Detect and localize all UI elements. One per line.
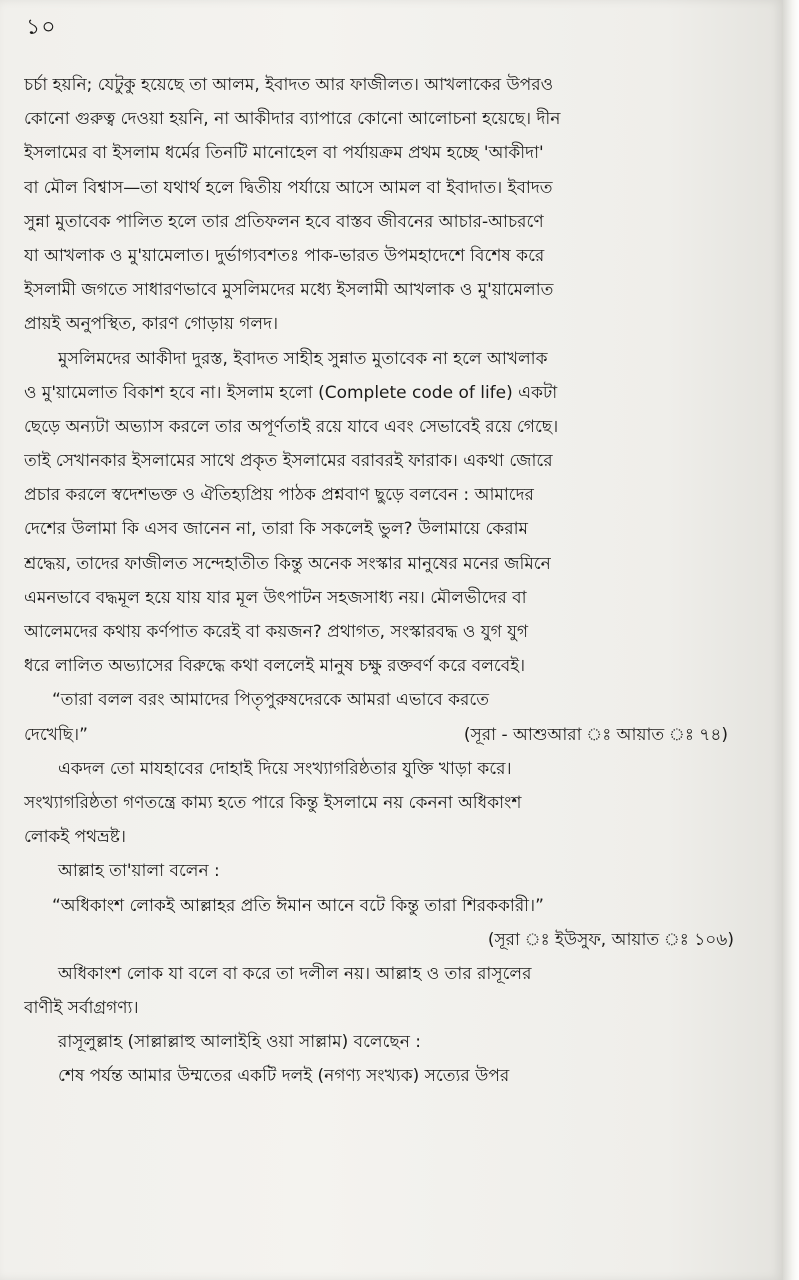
text-line: বা মৌল বিশ্বাস—তা যথার্থ হলে দ্বিতীয় পর্যায়ে আসে আমল বা ইবাদাত। ইবাদত	[24, 177, 553, 198]
citation: (সূরা - আশুআরা ঃ আয়াত ঃ ৭৪)	[463, 724, 728, 745]
text-line: অধিকাংশ লোক যা বলে বা করে তা দলীল নয়। আল্লাহ ও তার রাসূলের	[58, 963, 532, 984]
text-line: শেষ পর্যন্ত আমার উম্মতের একটি দলই (নগণ্য সংখ্যক) সত্যের উপর	[58, 1066, 510, 1087]
text-line: বাণীই সর্বাগ্রগণ্য।	[24, 998, 139, 1019]
citation: (সূরা ঃ ইউসুফ, আয়াত ঃ ১০৬)	[487, 929, 734, 950]
text-line: শ্রদ্ধেয়, তাদের ফাজীলত সন্দেহাতীত কিন্তু অনেক সংস্কার মানুষের মনের জমিনে	[24, 553, 551, 574]
text-line: ইসলামী জগতে সাধারণভাবে মুসলিমদের মধ্যে ইসলামী আখলাক ও মু'য়ামেলাত	[24, 280, 554, 301]
text-line: আল্লাহ তা'য়ালা বলেন :	[58, 861, 220, 882]
text-line: দেশের উলামা কি এসব জানেন না, তারা কি সকলেই ভুল? উলামায়ে কেরাম	[24, 519, 528, 540]
text-line: কোনো গুরুত্ব দেওয়া হয়নি, না আকীদার ব্যাপারে কোনো আলোচনা হয়েছে। দীন	[24, 109, 561, 130]
text-line: ছেড়ে অন্যটা অভ্যাস করলে তার অপূর্ণতাই রয়ে যাবে এবং সেভাবেই রয়ে গেছে।	[24, 416, 559, 437]
text-line: যা আখলাক ও মু'য়ামেলাত। দুর্ভাগ্যবশতঃ পাক-ভারত উপমহাদেশে বিশেষ করে	[24, 245, 545, 266]
text-line: সংখ্যাগরিষ্ঠতা গণতন্ত্রে কাম্য হতে পারে কিন্তু ইসলামে নয় কেননা অধিকাংশ	[24, 792, 522, 813]
text-line: প্রচার করলে স্বদেশভক্ত ও ঐতিহ্যপ্রিয় পাঠক প্রশ্নবাণ ছুড়ে বলবেন : আমাদের	[24, 485, 534, 506]
text-line: সুন্না মুতাবেক পালিত হলে তার প্রতিফলন হবে বাস্তব জীবনের আচার-আচরণে	[24, 211, 544, 232]
text-line: ইসলামের বা ইসলাম ধর্মের তিনটি মানোহেল বা পর্যায়ক্রম প্রথম হচ্ছে 'আকীদা'	[24, 143, 544, 164]
page-edge	[783, 0, 799, 1280]
quote-citation-line	[24, 718, 764, 752]
body-text	[24, 68, 764, 1094]
text-line: রাসূলুল্লাহ (সাল্লাল্লাহু আলাইহি ওয়া সাল্লাম) বলেছেন :	[58, 1032, 421, 1053]
text-line: চর্চা হয়নি; যেটুকু হয়েছে তা আলম, ইবাদত আর ফাজীলত। আখলাকের উপরও	[24, 75, 554, 95]
page-number: ১০	[26, 15, 57, 40]
text-line: একদল তো মাযহাবের দোহাই দিয়ে সংখ্যাগরিষ্ঠতার যুক্তি খাড়া করে।	[58, 758, 512, 779]
quote-line: “তারা বলল বরং আমাদের পিতৃপুরুষদেরকে আমরা এভাবে করতে	[52, 690, 489, 711]
text-line: তাই সেখানকার ইসলামের সাথে প্রকৃত ইসলামের বরাবরই ফারাক। একথা জোরে	[24, 451, 553, 472]
text-line: প্রায়ই অনুপস্থিত, কারণ গোড়ায় গলদ।	[24, 314, 279, 335]
quote-end: দেখেছি।”	[24, 724, 88, 745]
text-line: ধরে লালিত অভ্যাসের বিরুদ্ধে কথা বললেই মানুষ চক্ষু রক্তবর্ণ করে বলবেই।	[24, 656, 526, 677]
text-line: ও মু'য়ামেলাত বিকাশ হবে না। ইসলাম হলো (Complete code of life) একটা	[24, 382, 558, 403]
quote-line: “অধিকাংশ লোকই আল্লাহর প্রতি ঈমান আনে বটে কিন্তু তারা শিরককারী।”	[52, 895, 544, 916]
text-line: লোকই পথভ্রষ্ট।	[24, 827, 126, 848]
text-line: মুসলিমদের আকীদা দুরস্ত, ইবাদত সাহীহ সুন্নাত মুতাবেক না হলে আখলাক	[58, 348, 548, 369]
text-line: আলেমদের কথায় কর্ণপাত করেই বা কয়জন? প্রথাগত, সংস্কারবদ্ধ ও যুগ যুগ	[24, 622, 529, 642]
text-line: এমনভাবে বদ্ধমূল হয়ে যায় যার মূল উৎপাটন সহজসাধ্য নয়। মৌলভীদের বা	[24, 587, 527, 608]
